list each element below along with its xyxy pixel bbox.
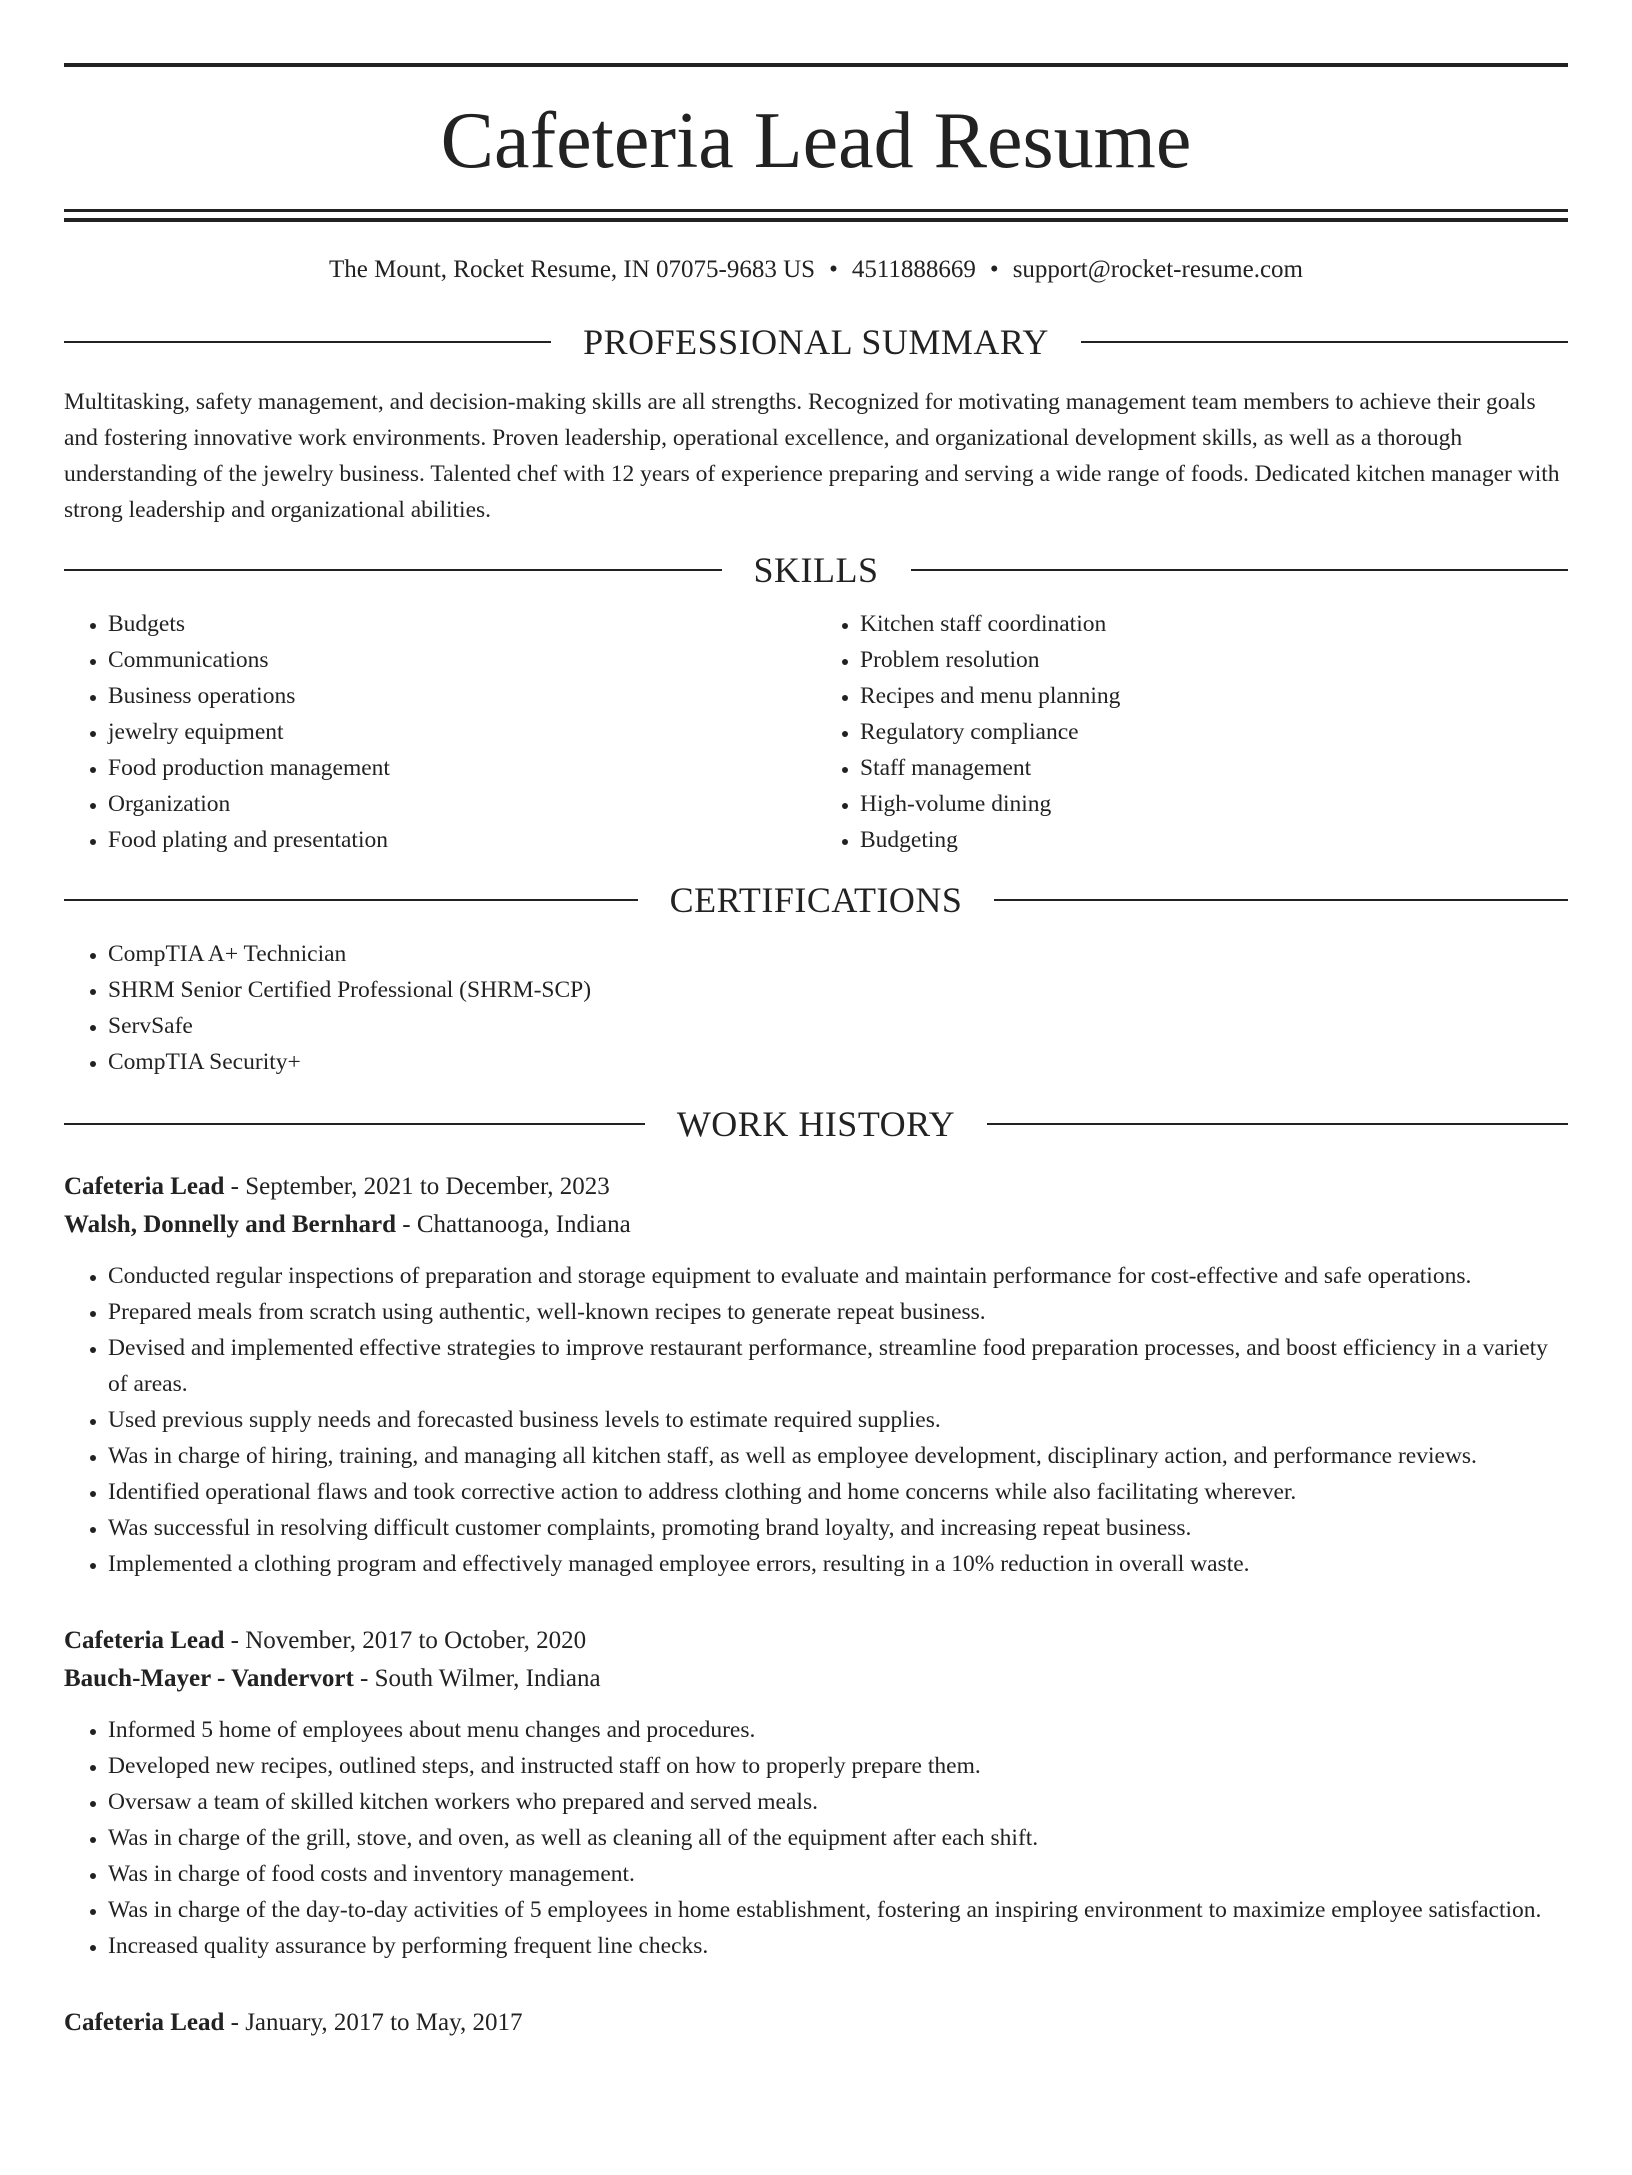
summary-heading-label: PROFESSIONAL SUMMARY <box>583 322 1049 362</box>
job-title: Cafeteria Lead <box>64 1173 225 1200</box>
job-entry <box>64 1622 1568 1964</box>
job-company-line <box>64 1660 1568 1698</box>
job-bullets <box>64 1258 1568 1582</box>
skill-item: • Food production management <box>108 750 816 786</box>
job-bullets <box>64 1712 1568 1964</box>
job-entry <box>64 1168 1568 1582</box>
job-company: Walsh, Donnelly and Bernhard <box>64 1211 397 1238</box>
summary-heading <box>64 322 1568 362</box>
job-bullet: • Was in charge of the grill, stove, and oven, as well as cleaning all of the equipment after each shift. <box>108 1820 1568 1856</box>
certification-item: • CompTIA Security+ <box>108 1044 1568 1080</box>
contact-phone: 4511888669 <box>851 256 976 283</box>
job-bullet: • Was in charge of the day-to-day activities of 5 employees in home establishment, fostering an inspiring environment to maximize employee satisfaction. <box>108 1892 1568 1928</box>
contact-line <box>64 254 1568 286</box>
job-bullet: • Was successful in resolving difficult customer complaints, promoting brand loyalty, and increasing repeat business. <box>108 1510 1568 1546</box>
job-bullet: • Used previous supply needs and forecasted business levels to estimate required supplies. <box>108 1402 1568 1438</box>
skill-item: • Budgets <box>108 606 816 642</box>
job-bullet: • Was in charge of hiring, training, and managing all kitchen staff, as well as employee development, disciplinary action, and performance reviews. <box>108 1438 1568 1474</box>
job-bullet: • Informed 5 home of employees about menu changes and procedures. <box>108 1712 1568 1748</box>
top-rule <box>64 63 1568 67</box>
skills-heading <box>64 550 1568 590</box>
job-bullet: • Conducted regular inspections of preparation and storage equipment to evaluate and maintain performance for cost-effective and safe operations. <box>108 1258 1568 1294</box>
job-location: - South Wilmer, Indiana <box>353 1665 601 1692</box>
job-title-line <box>64 1168 1568 1206</box>
title-double-rule <box>64 209 1568 222</box>
skill-item: • Regulatory compliance <box>860 714 1568 750</box>
job-bullet: • Oversaw a team of skilled kitchen workers who prepared and served meals. <box>108 1784 1568 1820</box>
work-heading <box>64 1104 1568 1144</box>
job-bullet: • Developed new recipes, outlined steps, and instructed staff on how to properly prepare them. <box>108 1748 1568 1784</box>
skills-right-column <box>816 606 1568 858</box>
certifications-list <box>64 936 1568 1080</box>
contact-email[interactable]: support@rocket-resume.com <box>1012 256 1303 283</box>
skill-item: • Recipes and menu planning <box>860 678 1568 714</box>
skills-heading-label: SKILLS <box>753 550 879 590</box>
job-bullet: • Identified operational flaws and took corrective action to address clothing and home concerns while also facilitating wherever. <box>108 1474 1568 1510</box>
job-bullet: • Implemented a clothing program and effectively managed employee errors, resulting in a 10% reduction in overall waste. <box>108 1546 1568 1582</box>
skill-item: • Food plating and presentation <box>108 822 816 858</box>
job-dates: - January, 2017 to May, 2017 <box>224 2009 523 2036</box>
contact-address: The Mount, Rocket Resume, IN 07075-9683 US <box>329 256 816 283</box>
skill-item: • Problem resolution <box>860 642 1568 678</box>
skill-item: • Budgeting <box>860 822 1568 858</box>
job-bullet: • Was in charge of food costs and inventory management. <box>108 1856 1568 1892</box>
skill-item: • jewelry equipment <box>108 714 816 750</box>
job-title: Cafeteria Lead <box>64 2009 225 2036</box>
skill-item: • High-volume dining <box>860 786 1568 822</box>
job-location: - Chattanooga, Indiana <box>396 1211 631 1238</box>
skills-list <box>64 606 1568 858</box>
certification-item: • SHRM Senior Certified Professional (SHRM-SCP) <box>108 972 1568 1008</box>
skill-item: • Kitchen staff coordination <box>860 606 1568 642</box>
certification-item: • ServSafe <box>108 1008 1568 1044</box>
job-title-line <box>64 1622 1568 1660</box>
certifications-heading <box>64 880 1568 920</box>
contact-separator: • <box>829 256 838 283</box>
job-title-line <box>64 2004 1568 2042</box>
job-company-line <box>64 1206 1568 1244</box>
skill-item: • Staff management <box>860 750 1568 786</box>
job-dates: - November, 2017 to October, 2020 <box>224 1627 587 1654</box>
skill-item: • Communications <box>108 642 816 678</box>
job-bullet: • Prepared meals from scratch using authentic, well-known recipes to generate repeat business. <box>108 1294 1568 1330</box>
resume-title: Cafeteria Lead Resume <box>440 97 1192 185</box>
work-heading-label: WORK HISTORY <box>676 1104 956 1144</box>
job-bullet: • Devised and implemented effective strategies to improve restaurant performance, streamline food preparation processes, and boost efficiency in a variety of areas. <box>108 1330 1568 1402</box>
skill-item: • Business operations <box>108 678 816 714</box>
work-history <box>64 1168 1568 2042</box>
job-company: Bauch-Mayer - Vandervort <box>64 1665 354 1692</box>
job-entry <box>64 2004 1568 2042</box>
certifications-heading-label: CERTIFICATIONS <box>669 880 963 920</box>
job-dates: - September, 2021 to December, 2023 <box>224 1173 610 1200</box>
contact-separator: • <box>989 256 999 283</box>
resume-page <box>0 63 1632 2175</box>
skill-item: • Organization <box>108 786 816 822</box>
job-bullet: • Increased quality assurance by performing frequent line checks. <box>108 1928 1568 1964</box>
skills-left-column <box>64 606 816 858</box>
summary-text: Multitasking, safety management, and decision-making skills are all strengths. Recognized for motivating management team members to achieve their goals and fostering innovative work environments. Proven leadership, operational excellence, and organizational development skills, as well as a thorough understanding of the jewelry business. Talented chef with 12 years of experience preparing and serving a wide range of foods. Dedicated kitchen manager with strong leadership and organizational abilities. <box>64 389 1560 523</box>
certification-item: • CompTIA A+ Technician <box>108 936 1568 972</box>
job-title: Cafeteria Lead <box>64 1627 225 1654</box>
